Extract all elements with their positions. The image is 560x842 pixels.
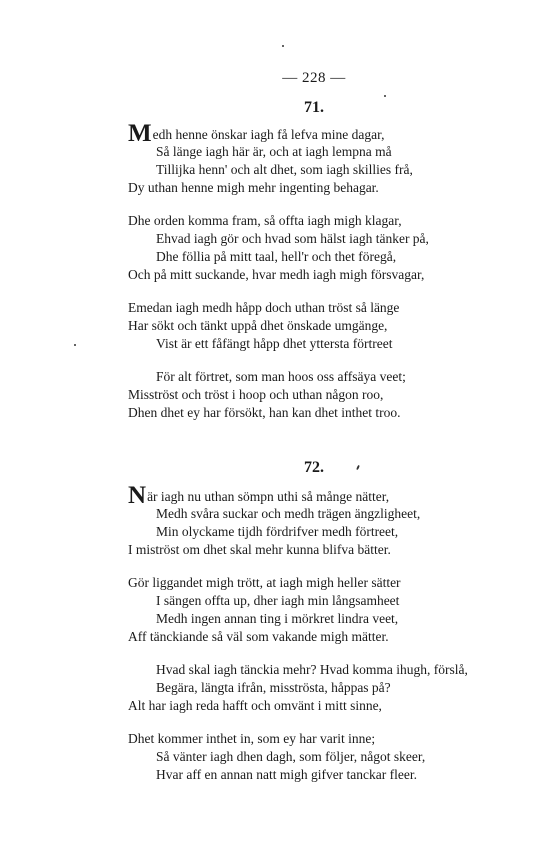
poem-line: Och på mitt suckande, hvar medh iagh migh försvagar, bbox=[128, 267, 425, 282]
poem-number: 72. bbox=[304, 459, 324, 476]
poem-line: Gör liggandet migh trött, at iagh migh heller sätter bbox=[128, 575, 401, 590]
poem-line: När iagh nu uthan sömpn uthi så månge nätter, bbox=[128, 482, 390, 509]
poem-line: Emedan iagh medh håpp doch uthan tröst så länge bbox=[128, 300, 400, 315]
drop-cap: M bbox=[128, 120, 152, 147]
poem-line: Alt har iagh reda hafft och omvänt i mitt sinne, bbox=[128, 698, 382, 713]
poem-line: Misströst och tröst i hoop och uthan någon roo, bbox=[128, 387, 384, 402]
poem-line: Dhe föllia på mitt taal, hell'r och thet föregå, bbox=[156, 249, 397, 264]
poem-line: Hvad skal iagh tänckia mehr? Hvad komma ihugh, förslå, bbox=[156, 662, 468, 677]
drop-cap: N bbox=[128, 482, 147, 509]
poem-line: Medh henne önskar iagh få lefva mine dagar, bbox=[128, 120, 385, 147]
poem-line: Ehvad iagh gör och hvad som hälst iagh tänker på, bbox=[156, 231, 429, 246]
poem-line: Så länge iagh här är, och at iagh lempna må bbox=[156, 144, 392, 159]
page-number: — 228 — bbox=[282, 70, 346, 86]
scan-speck bbox=[282, 45, 284, 47]
poem-line: Dy uthan henne migh mehr ingenting behagar. bbox=[128, 180, 379, 195]
scan-speck bbox=[384, 95, 386, 97]
scan-speck bbox=[74, 344, 76, 346]
poem-line: Så vänter iagh dhen dagh, som följer, något skeer, bbox=[156, 749, 426, 764]
poem-line: Begära, längta ifrån, misströsta, håppas på? bbox=[156, 680, 391, 695]
poem-line: I miströst om dhet skal mehr kunna blifva bätter. bbox=[128, 542, 391, 557]
poem-line: Har sökt och tänkt uppå dhet önskade umgänge, bbox=[128, 318, 388, 333]
poem-line: Dhe orden komma fram, så offta iagh migh klagar, bbox=[128, 213, 402, 228]
poem-line: Aff tänckiande så väl som vakande migh mätter. bbox=[128, 629, 389, 644]
poem-line: Medh ingen annan ting i mörkret lindra veet, bbox=[156, 611, 399, 626]
poem-line: Tillijka henn' och alt dhet, som iagh skillies frå, bbox=[156, 162, 413, 177]
poem-line: I sängen offta up, dher iagh min långsamheet bbox=[156, 593, 400, 608]
poem-line: Hvar aff en annan natt migh gifver tanckar fleer. bbox=[156, 767, 418, 782]
poem-line: Dhen dhet ey har försökt, han kan dhet inthet troo. bbox=[128, 405, 401, 420]
poem-line: För alt förtret, som man hoos oss affsäya veet; bbox=[156, 369, 406, 384]
poem-line: Min olyckame tijdh fördrifver medh förtreet, bbox=[156, 524, 399, 539]
poem-number: 71. bbox=[304, 99, 324, 116]
poem-line: Medh svåra suckar och medh trägen ängzligheet, bbox=[156, 506, 421, 521]
poem-line: Dhet kommer inthet in, som ey har varit inne; bbox=[128, 731, 376, 746]
poem-line: Vist är ett fåfängt håpp dhet yttersta förtreet bbox=[156, 336, 393, 351]
